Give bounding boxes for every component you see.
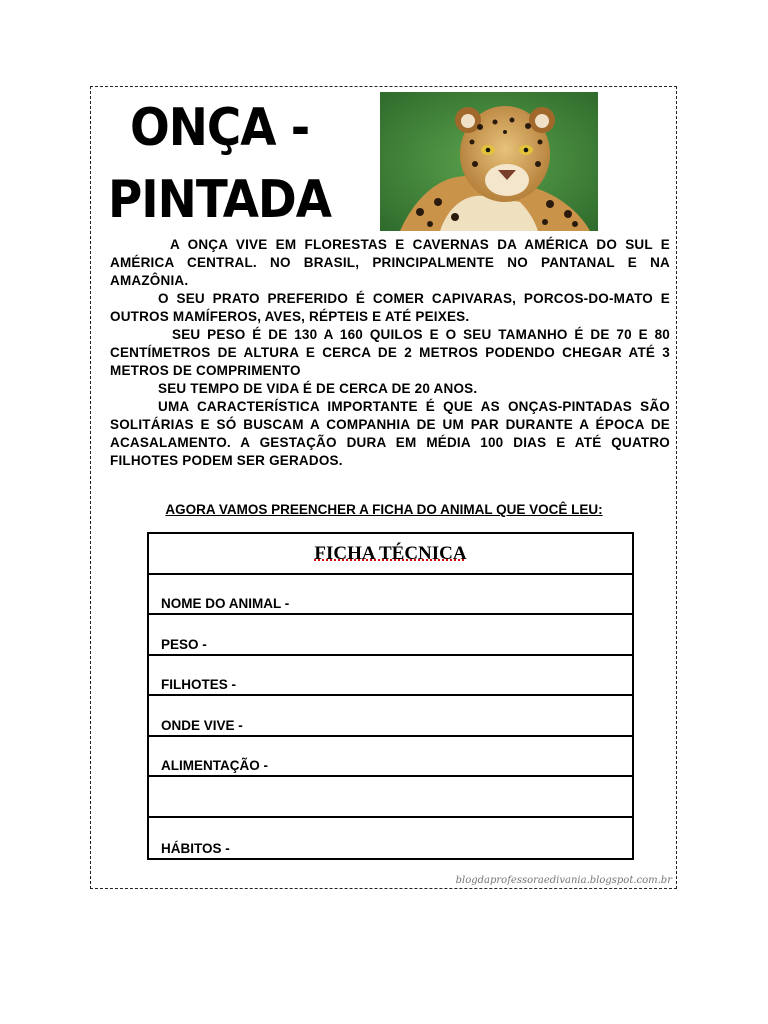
ficha-label-filhotes: FILHOTES - [161, 677, 236, 692]
ficha-row-alimentacao[interactable] [149, 737, 632, 778]
ficha-header: FICHA TÉCNICA [149, 534, 632, 575]
ficha-label-onde-vive: ONDE VIVE - [161, 717, 243, 733]
page-title [108, 92, 368, 236]
title-line-1: ONÇA - [130, 98, 310, 158]
title-line-2: PINTADA [108, 170, 331, 230]
instruction-heading: AGORA VAMOS PREENCHER A FICHA DO ANIMAL QUE VOCÊ LEU: [165, 502, 603, 517]
ficha-row-onde-vive[interactable] [149, 696, 632, 737]
ficha-row-blank[interactable] [149, 777, 632, 818]
description-text [110, 236, 670, 470]
paragraph-size: SEU PESO É DE 130 A 160 QUILOS E O SEU TAMANHO É DE 70 E 80 CENTÍMETROS DE ALTURA E CERCA DE 2 METROS PODENDO CHEGAR ATÉ 3 METROS DE COMPRIMENTO [110, 327, 670, 378]
paragraph-lifespan: SEU TEMPO DE VIDA É DE CERCA DE 20 ANOS. [158, 381, 478, 396]
ficha-row-peso[interactable] [149, 615, 632, 656]
ficha-label-peso: PESO - [161, 636, 207, 652]
jaguar-illustration [380, 92, 598, 231]
ficha-row-nome[interactable] [149, 575, 632, 616]
paragraph-diet: O SEU PRATO PREFERIDO É COMER CAPIVARAS, PORCOS-DO-MATO E OUTROS MAMÍFEROS, AVES, RÉPTEIS E ATÉ PEIXES. [110, 291, 670, 324]
ficha-label-nome: NOME DO ANIMAL - [161, 596, 290, 611]
blog-watermark: blogdaprofessoraedivania.blogspot.com.br [455, 875, 672, 886]
ficha-tecnica-table [147, 532, 634, 860]
ficha-row-filhotes[interactable] [149, 656, 632, 697]
ficha-label-habitos: HÁBITOS - [161, 841, 230, 856]
jaguar-photo [380, 92, 598, 231]
paragraph-habitat: A ONÇA VIVE EM FLORESTAS E CAVERNAS DA AMÉRICA DO SUL E AMÉRICA CENTRAL. NO BRASIL, PRINCIPALMENTE NO PANTANAL E NA AMAZÔNIA. [110, 237, 670, 288]
ficha-label-alimentacao: ALIMENTAÇÃO - [161, 758, 268, 773]
paragraph-reproduction: UMA CARACTERÍSTICA IMPORTANTE É QUE AS ONÇAS-PINTADAS SÃO SOLITÁRIAS E SÓ BUSCAM A COMPANHIA DE UM PAR DURANTE A ÉPOCA DE ACASALAMENTO. A GESTAÇÃO DURA EM MÉDIA 100 DIAS E ATÉ QUATRO FILHOTES PODEM SER GERADOS. [110, 399, 670, 468]
ficha-row-habitos[interactable] [149, 818, 632, 859]
